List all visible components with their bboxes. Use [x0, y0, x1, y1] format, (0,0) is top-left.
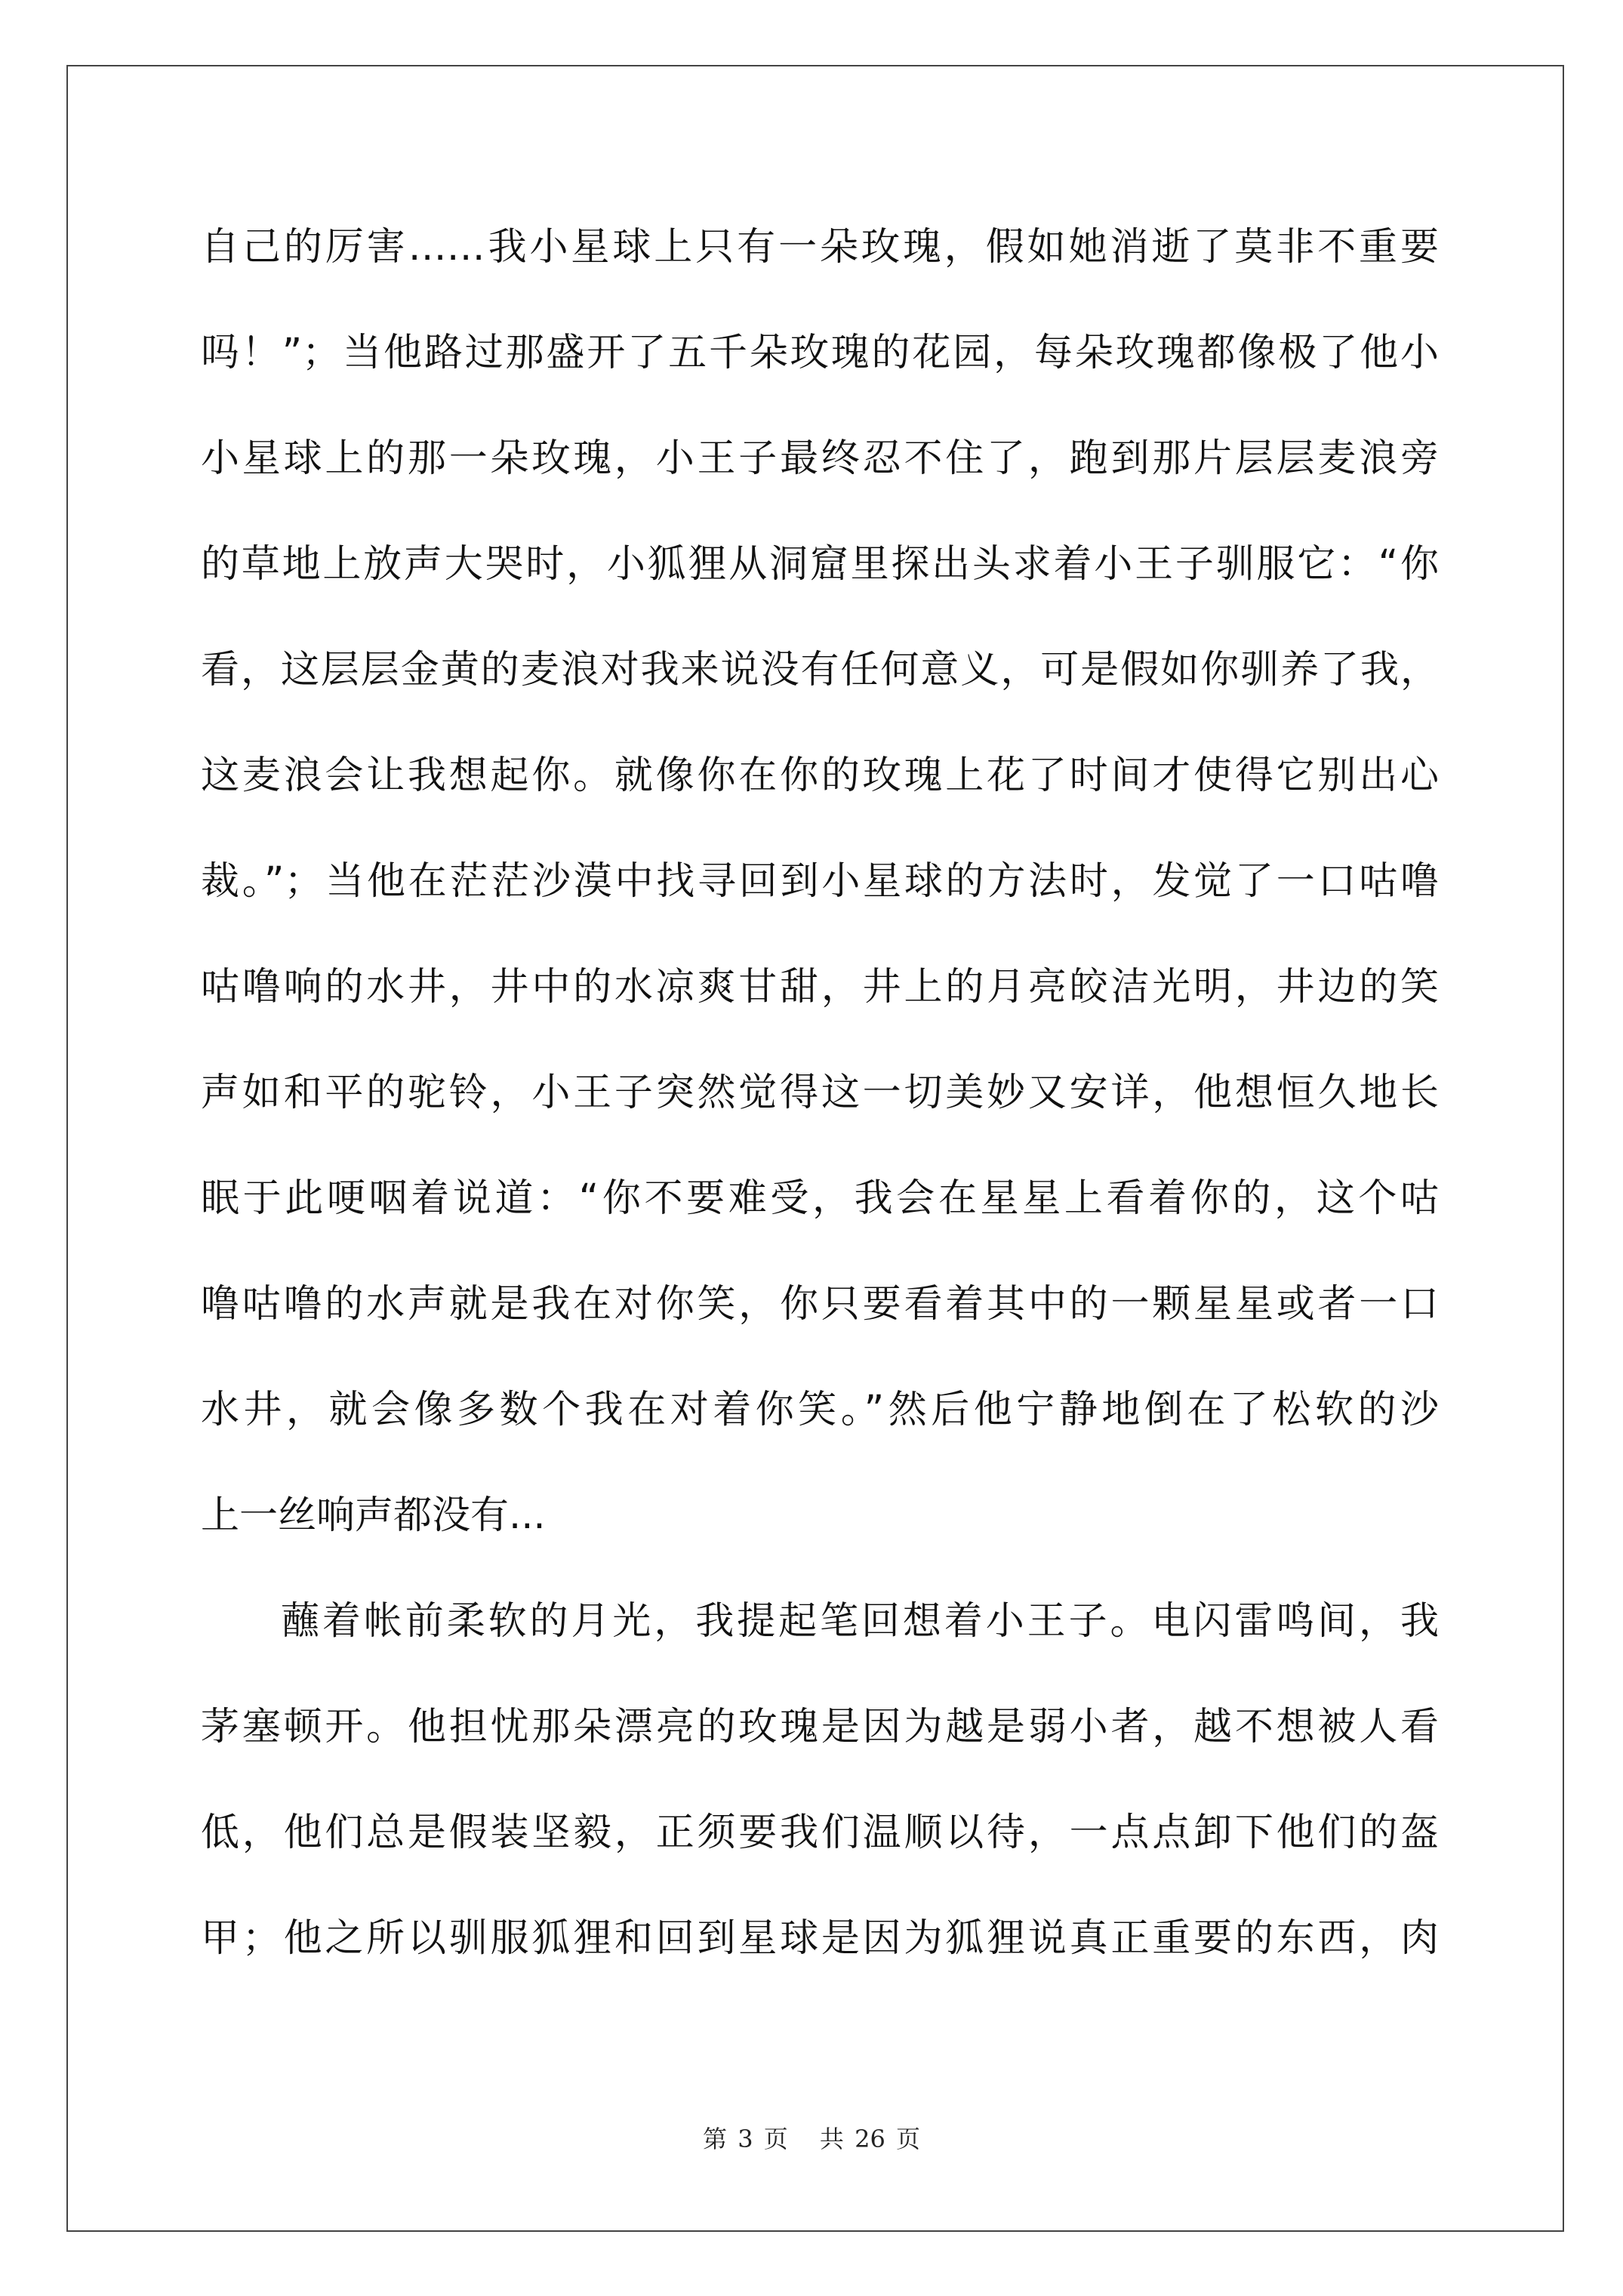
text-line: 的草地上放声大哭时，小狐狸从洞窟里探出头求着小王子驯服它：“你	[201, 542, 1439, 587]
text-line: 自己的厉害……我小星球上只有一朵玫瑰，假如她消逝了莫非不重要	[201, 225, 1439, 270]
text-line: 上一丝响声都没有...	[201, 1493, 546, 1538]
paragraph-2	[201, 1579, 1439, 2002]
text-line: 茅塞顿开。他担忧那朵漂亮的玫瑰是因为越是弱小者，越不想被人看	[201, 1705, 1439, 1749]
text-line: 裁。”；当他在茫茫沙漠中找寻回到小星球的方法时，发觉了一口咕噜	[201, 859, 1439, 904]
paragraph-1	[201, 205, 1439, 1579]
text-line: 甲；他之所以驯服狐狸和回到星球是因为狐狸说真正重要的东西，肉	[201, 1916, 1439, 1961]
text-line: 水井，就会像多数个我在对着你笑。”然后他宁静地倒在了松软的沙	[201, 1388, 1439, 1432]
text-line: 小星球上的那一朵玫瑰，小王子最终忍不住了，跑到那片层层麦浪旁	[201, 436, 1439, 481]
text-line: 蘸着帐前柔软的月光，我提起笔回想着小王子。电闪雷鸣间，我	[281, 1599, 1439, 1644]
text-line: 看，这层层金黄的麦浪对我来说没有任何意义，可是假如你驯养了我，	[201, 648, 1439, 692]
text-line: 低，他们总是假装坚毅，正须要我们温顺以待，一点点卸下他们的盔	[201, 1811, 1439, 1855]
page-footer	[0, 2120, 1623, 2155]
text-line: 声如和平的驼铃，小王子突然觉得这一切美妙又安详，他想恒久地长	[201, 1071, 1439, 1115]
text-line: 噜咕噜的水声就是我在对你笑，你只要看着其中的一颗星星或者一口	[201, 1282, 1439, 1327]
page-number: 第 3 页	[703, 2125, 788, 2153]
page-total: 共 26 页	[819, 2125, 920, 2153]
text-line: 这麦浪会让我想起你。就像你在你的玫瑰上花了时间才使得它别出心	[201, 754, 1439, 798]
text-line: 咕噜响的水井，井中的水凉爽甘甜，井上的月亮皎洁光明，井边的笑	[201, 965, 1439, 1009]
text-line: 眠于此哽咽着说道：“你不要难受，我会在星星上看着你的，这个咕	[201, 1176, 1439, 1221]
text-line: 吗！”；当他路过那盛开了五千朵玫瑰的花园，每朵玫瑰都像极了他小	[201, 331, 1439, 375]
body-text	[201, 205, 1439, 2002]
